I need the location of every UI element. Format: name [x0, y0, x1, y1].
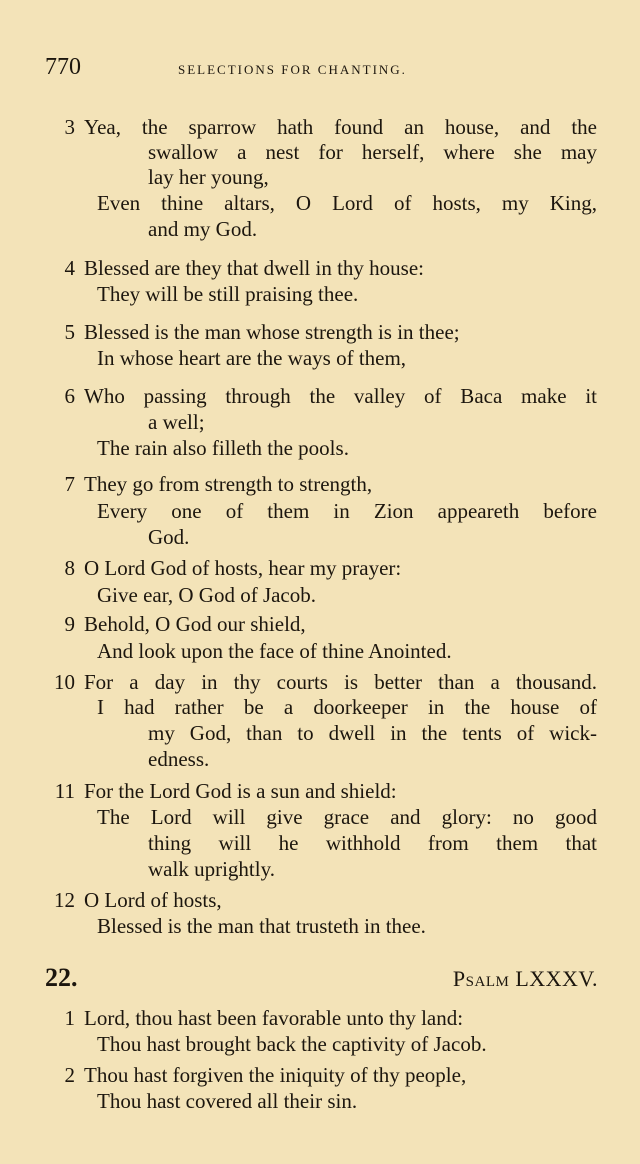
section-heading	[0, 963, 640, 995]
verse-line: Thou hast brought back the captivity of Jacob.	[97, 1032, 487, 1056]
verse-line: swallow a nest for herself, where she may	[148, 140, 597, 164]
verse-line: my God, than to dwell in the tents of wick-	[148, 721, 597, 745]
verse-number: 9	[64, 612, 75, 636]
verse-number: 11	[54, 779, 75, 803]
verse-line: The rain also filleth the pools.	[97, 436, 349, 460]
verse-number: 8	[64, 556, 75, 580]
verse-line: Who passing through the valley of Baca make it	[84, 384, 597, 408]
verse-line: and my God.	[148, 217, 258, 241]
verse-line: For a day in thy courts is better than a thousand.	[84, 670, 597, 694]
verse-number: 3	[64, 115, 75, 139]
section-number: 22.	[45, 963, 78, 992]
verse-line: Behold, O God our shield,	[84, 612, 306, 636]
verse-number: 4	[64, 256, 75, 280]
verse-line: walk uprightly.	[148, 857, 275, 881]
verse-line: They go from strength to strength,	[84, 472, 373, 496]
verse-number: 5	[64, 320, 75, 344]
verse-number: 10	[54, 670, 75, 694]
verse-line: thing will he withhold from them that	[148, 831, 597, 855]
verse-line: I had rather be a doorkeeper in the house of	[97, 695, 597, 719]
verse-line: Even thine altars, O Lord of hosts, my King,	[97, 191, 597, 215]
running-title: SELECTIONS FOR CHANTING.	[178, 62, 407, 77]
page-number: 770	[45, 54, 81, 80]
verse-line: edness.	[148, 747, 210, 771]
verse-line: For the Lord God is a sun and shield:	[84, 779, 397, 803]
verse-number: 7	[64, 472, 75, 496]
verse-line: And look upon the face of thine Anointed.	[97, 639, 452, 663]
verse-line: Lord, thou hast been favorable unto thy land:	[84, 1006, 464, 1030]
verse-line: Blessed are they that dwell in thy house:	[84, 256, 425, 280]
verse-number: 6	[64, 384, 75, 408]
verse-line: O Lord God of hosts, hear my prayer:	[84, 556, 402, 580]
psalm-title: Psalm LXXXV.	[452, 966, 598, 991]
verse-number: 2	[64, 1063, 75, 1087]
verse-line: The Lord will give grace and glory: no good	[97, 805, 597, 829]
verse-line: Thou hast forgiven the iniquity of thy people,	[84, 1063, 467, 1087]
verse-line: Thou hast covered all their sin.	[97, 1089, 358, 1113]
verse-line: Blessed is the man that trusteth in thee.	[97, 914, 426, 938]
verse-line: Yea, the sparrow hath found an house, and the	[84, 115, 597, 139]
verse-number: 12	[54, 888, 75, 912]
verse-line: Give ear, O God of Jacob.	[97, 583, 317, 607]
verse-line: They will be still praising thee.	[97, 282, 359, 306]
verse-line: Every one of them in Zion appeareth before	[97, 499, 597, 523]
verse-line: a well;	[148, 410, 205, 434]
verse-line: O Lord of hosts,	[84, 888, 222, 912]
verse-line: Blessed is the man whose strength is in thee;	[84, 320, 460, 344]
verse-line: God.	[148, 525, 190, 549]
verse-line: lay her young,	[148, 165, 269, 189]
verse-line: In whose heart are the ways of them,	[97, 346, 407, 370]
verse-number: 1	[64, 1006, 75, 1030]
